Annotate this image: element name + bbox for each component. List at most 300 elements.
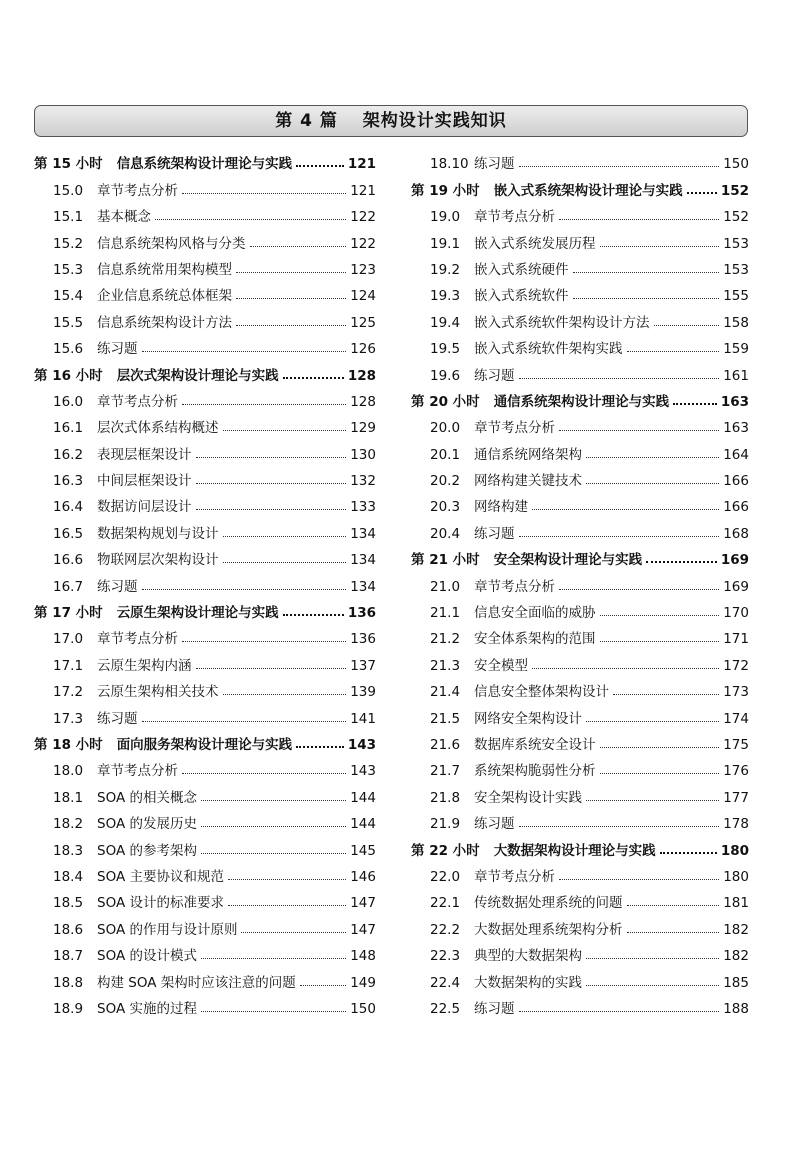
- toc-entry-page: 164: [723, 446, 749, 463]
- toc-entry-number: 15.6: [53, 341, 84, 358]
- toc-entry-number: 18.4: [53, 868, 84, 885]
- toc-entry-title: SOA 主要协议和规范: [97, 868, 224, 885]
- toc-section-entry[interactable]: [34, 991, 376, 1017]
- toc-entry-page: 163: [720, 393, 749, 410]
- toc-leader-dots: [196, 483, 347, 484]
- toc-leader-dots: [687, 192, 717, 194]
- toc-section-entry[interactable]: [411, 700, 749, 726]
- toc-section-entry[interactable]: [411, 331, 749, 357]
- toc-entry-number: 19.6: [430, 367, 461, 384]
- toc-leader-dots: [142, 589, 347, 590]
- toc-leader-dots: [296, 746, 344, 748]
- toc-entry-page: 166: [723, 499, 749, 516]
- toc-entry-page: 182: [723, 948, 749, 965]
- toc-section-entry[interactable]: [34, 674, 376, 700]
- toc-entry-page: 123: [350, 261, 376, 278]
- toc-entry-number: 17.2: [53, 684, 84, 701]
- toc-entry-number: 20.4: [430, 525, 461, 542]
- toc-entry-title: 练习题: [474, 367, 515, 384]
- toc-section-entry[interactable]: [34, 568, 376, 594]
- toc-entry-title: 章节考点分析: [474, 209, 555, 226]
- toc-section-entry[interactable]: [411, 991, 749, 1017]
- toc-entry-title: 章节考点分析: [97, 182, 178, 199]
- toc-entry-title: 通信系统网络架构: [474, 446, 582, 463]
- toc-leader-dots: [182, 404, 346, 405]
- toc-entry-title: 云原生架构内涵: [97, 657, 192, 674]
- toc-leader-dots: [155, 219, 346, 220]
- toc-section-entry[interactable]: [411, 911, 749, 937]
- toc-entry-number: 22.3: [430, 948, 461, 965]
- toc-section-entry[interactable]: [411, 252, 749, 278]
- toc-leader-dots: [646, 561, 717, 563]
- toc-entry-title: 系统架构脆弱性分析: [474, 763, 596, 780]
- toc-section-entry[interactable]: [411, 859, 749, 885]
- toc-entry-page: 136: [347, 605, 376, 622]
- toc-entry-page: 166: [723, 473, 749, 490]
- toc-entry-page: 136: [350, 631, 376, 648]
- toc-entry-number: 21.3: [430, 657, 461, 674]
- toc-leader-dots: [586, 958, 719, 959]
- toc-leader-dots: [654, 325, 720, 326]
- toc-entry-number: 21.1: [430, 605, 461, 622]
- toc-entry-page: 144: [350, 816, 376, 833]
- toc-entry-page: 134: [350, 525, 376, 542]
- toc-section-entry[interactable]: [411, 647, 749, 673]
- toc-entry-page: 185: [723, 974, 749, 991]
- toc-leader-dots: [196, 668, 347, 669]
- toc-entry-page: 143: [347, 736, 376, 753]
- toc-entry-title: 安全架构设计实践: [474, 789, 582, 806]
- toc-entry-page: 169: [723, 578, 749, 595]
- toc-entry-number: 18.6: [53, 921, 84, 938]
- toc-section-entry[interactable]: [34, 911, 376, 937]
- toc-entry-title: 练习题: [97, 341, 138, 358]
- toc-leader-dots: [586, 457, 719, 458]
- toc-entry-title: 层次式体系结构概述: [97, 420, 219, 437]
- toc-leader-dots: [600, 641, 720, 642]
- toc-entry-page: 175: [723, 736, 749, 753]
- toc-leader-dots: [519, 378, 720, 379]
- toc-entry-title: SOA 的作用与设计原则: [97, 921, 238, 938]
- toc-entry-page: 145: [350, 842, 376, 859]
- toc-entry-title: SOA 的相关概念: [97, 789, 197, 806]
- toc-chapter-entry[interactable]: [411, 384, 749, 410]
- toc-section-entry[interactable]: [411, 779, 749, 805]
- toc-entry-number: 19.5: [430, 341, 461, 358]
- toc-entry-number: 18.7: [53, 948, 84, 965]
- toc-section-entry[interactable]: [34, 463, 376, 489]
- toc-entry-page: 134: [350, 552, 376, 569]
- toc-entry-page: 150: [350, 1000, 376, 1017]
- toc-entry-title: 嵌入式系统架构设计理论与实践: [493, 182, 683, 199]
- toc-entry-number: 第 17 小时: [34, 605, 103, 622]
- toc-entry-page: 178: [723, 816, 749, 833]
- toc-section-entry[interactable]: [34, 278, 376, 304]
- toc-section-entry[interactable]: [34, 542, 376, 568]
- toc-entry-page: 152: [723, 209, 749, 226]
- toc-leader-dots: [236, 325, 346, 326]
- toc-entry-title: 云原生架构相关技术: [97, 684, 219, 701]
- toc-section-entry[interactable]: [34, 621, 376, 647]
- toc-entry-page: 130: [350, 446, 376, 463]
- toc-leader-dots: [559, 430, 719, 431]
- toc-chapter-entry[interactable]: [34, 727, 376, 753]
- toc-entry-page: 169: [720, 552, 749, 569]
- toc-entry-title: 嵌入式系统软件架构设计方法: [474, 314, 650, 331]
- toc-leader-dots: [532, 509, 719, 510]
- toc-entry-title: 章节考点分析: [97, 763, 178, 780]
- toc-chapter-entry[interactable]: [411, 542, 749, 568]
- toc-entry-title: 中间层框架设计: [97, 473, 192, 490]
- toc-entry-number: 21.5: [430, 710, 461, 727]
- toc-section-entry[interactable]: [34, 515, 376, 541]
- toc-section-entry[interactable]: [411, 727, 749, 753]
- toc-entry-page: 139: [350, 684, 376, 701]
- toc-entry-number: 16.4: [53, 499, 84, 516]
- toc-entry-title: SOA 的设计模式: [97, 948, 197, 965]
- toc-section-entry[interactable]: [34, 489, 376, 515]
- toc-leader-dots: [559, 589, 719, 590]
- toc-entry-title: 嵌入式系统软件架构实践: [474, 341, 623, 358]
- toc-entry-page: 161: [723, 367, 749, 384]
- toc-chapter-entry[interactable]: [34, 595, 376, 621]
- toc-entry-page: 122: [350, 209, 376, 226]
- toc-entry-title: 数据访问层设计: [97, 499, 192, 516]
- toc-leader-dots: [559, 219, 719, 220]
- toc-entry-page: 133: [350, 499, 376, 516]
- toc-entry-number: 15.4: [53, 288, 84, 305]
- toc-section-entry[interactable]: [34, 885, 376, 911]
- toc-leader-dots: [573, 272, 720, 273]
- toc-entry-number: 16.1: [53, 420, 84, 437]
- toc-leader-dots: [223, 536, 347, 537]
- toc-entry-page: 171: [723, 631, 749, 648]
- toc-section-entry[interactable]: [34, 331, 376, 357]
- toc-entry-number: 第 21 小时: [411, 552, 480, 569]
- toc-entry-number: 17.3: [53, 710, 84, 727]
- toc-entry-page: 147: [350, 921, 376, 938]
- toc-entry-number: 15.1: [53, 209, 84, 226]
- toc-entry-title: 企业信息系统总体框架: [97, 288, 232, 305]
- toc-leader-dots: [223, 562, 347, 563]
- toc-section-entry[interactable]: [411, 199, 749, 225]
- toc-entry-title: 数据库系统安全设计: [474, 736, 596, 753]
- toc-entry-number: 22.5: [430, 1000, 461, 1017]
- toc-leader-dots: [586, 800, 719, 801]
- toc-entry-page: 124: [350, 288, 376, 305]
- toc-entry-number: 19.0: [430, 209, 461, 226]
- toc-entry-number: 21.0: [430, 578, 461, 595]
- toc-section-entry[interactable]: [34, 304, 376, 330]
- toc-leader-dots: [559, 879, 719, 880]
- toc-entry-title: SOA 实施的过程: [97, 1000, 197, 1017]
- toc-entry-page: 148: [350, 948, 376, 965]
- toc-leader-dots: [236, 298, 346, 299]
- toc-leader-dots: [228, 905, 346, 906]
- toc-leader-dots: [519, 826, 720, 827]
- toc-section-entry[interactable]: [411, 146, 749, 172]
- toc-entry-page: 147: [350, 895, 376, 912]
- toc-leader-dots: [586, 483, 719, 484]
- toc-entry-page: 182: [723, 921, 749, 938]
- toc-entry-number: 17.0: [53, 631, 84, 648]
- toc-entry-title: 信息系统架构设计方法: [97, 314, 232, 331]
- toc-section-entry[interactable]: [411, 304, 749, 330]
- toc-entry-number: 18.9: [53, 1000, 84, 1017]
- toc-entry-number: 16.0: [53, 393, 84, 410]
- toc-entry-number: 第 18 小时: [34, 736, 103, 753]
- toc-leader-dots: [296, 165, 344, 167]
- toc-entry-number: 19.3: [430, 288, 461, 305]
- toc-section-entry[interactable]: [34, 779, 376, 805]
- toc-entry-number: 18.10: [430, 156, 469, 173]
- toc-entry-title: 练习题: [474, 1000, 515, 1017]
- toc-entry-number: 15.0: [53, 182, 84, 199]
- toc-section-entry[interactable]: [411, 436, 749, 462]
- toc-entry-title: 章节考点分析: [97, 393, 178, 410]
- toc-entry-number: 16.3: [53, 473, 84, 490]
- toc-entry-page: 177: [723, 789, 749, 806]
- toc-entry-title: 网络构建: [474, 499, 528, 516]
- toc-left-column: [34, 146, 376, 1017]
- toc-entry-number: 16.7: [53, 578, 84, 595]
- toc-entry-page: 122: [350, 235, 376, 252]
- toc-entry-title: 传统数据处理系统的问题: [474, 895, 623, 912]
- toc-section-entry[interactable]: [411, 515, 749, 541]
- toc-entry-number: 15.2: [53, 235, 84, 252]
- toc-section-entry[interactable]: [411, 938, 749, 964]
- toc-right-column: [411, 146, 749, 1017]
- toc-section-entry[interactable]: [411, 278, 749, 304]
- toc-section-entry[interactable]: [34, 964, 376, 990]
- toc-entry-number: 20.1: [430, 446, 461, 463]
- toc-entry-page: 153: [723, 235, 749, 252]
- toc-section-entry[interactable]: [34, 753, 376, 779]
- toc-section-entry[interactable]: [34, 252, 376, 278]
- toc-leader-dots: [283, 614, 344, 616]
- toc-entry-title: 安全模型: [474, 657, 528, 674]
- toc-entry-page: 155: [723, 288, 749, 305]
- toc-entry-number: 第 15 小时: [34, 156, 103, 173]
- toc-entry-page: 126: [350, 341, 376, 358]
- toc-entry-title: 练习题: [474, 156, 515, 173]
- toc-entry-number: 18.3: [53, 842, 84, 859]
- toc-section-entry[interactable]: [34, 436, 376, 462]
- toc-leader-dots: [600, 615, 720, 616]
- toc-section-entry[interactable]: [34, 410, 376, 436]
- toc-section-entry[interactable]: [34, 199, 376, 225]
- toc-leader-dots: [196, 509, 347, 510]
- toc-entry-page: 129: [350, 420, 376, 437]
- toc-section-entry[interactable]: [34, 859, 376, 885]
- toc-leader-dots: [223, 694, 347, 695]
- toc-entry-page: 149: [350, 974, 376, 991]
- toc-entry-number: 22.4: [430, 974, 461, 991]
- toc-entry-number: 22.2: [430, 921, 461, 938]
- toc-entry-number: 15.5: [53, 314, 84, 331]
- toc-entry-title: 章节考点分析: [97, 631, 178, 648]
- toc-entry-number: 17.1: [53, 657, 84, 674]
- toc-entry-title: 练习题: [97, 710, 138, 727]
- toc-leader-dots: [573, 298, 720, 299]
- toc-entry-page: 163: [723, 420, 749, 437]
- toc-entry-number: 18.1: [53, 789, 84, 806]
- toc-leader-dots: [201, 800, 346, 801]
- toc-entry-title: SOA 的参考架构: [97, 842, 197, 859]
- toc-section-entry[interactable]: [34, 806, 376, 832]
- toc-section-entry[interactable]: [34, 225, 376, 251]
- toc-section-entry[interactable]: [411, 357, 749, 383]
- toc-entry-page: 146: [350, 868, 376, 885]
- toc-entry-number: 20.2: [430, 473, 461, 490]
- toc-entry-page: 188: [723, 1000, 749, 1017]
- toc-section-entry[interactable]: [34, 647, 376, 673]
- toc-entry-page: 134: [350, 578, 376, 595]
- toc-leader-dots: [142, 721, 347, 722]
- toc-entry-title: 练习题: [97, 578, 138, 595]
- toc-leader-dots: [600, 747, 720, 748]
- toc-entry-page: 180: [723, 868, 749, 885]
- toc-entry-title: 信息系统架构风格与分类: [97, 235, 246, 252]
- toc-entry-number: 21.7: [430, 763, 461, 780]
- toc-leader-dots: [228, 879, 346, 880]
- toc-leader-dots: [627, 351, 720, 352]
- toc-entry-title: SOA 设计的标准要求: [97, 895, 224, 912]
- toc-leader-dots: [182, 193, 346, 194]
- toc-section-entry[interactable]: [34, 384, 376, 410]
- toc-entry-title: 信息系统常用架构模型: [97, 261, 232, 278]
- toc-section-entry[interactable]: [411, 964, 749, 990]
- toc-section-entry[interactable]: [411, 410, 749, 436]
- toc-entry-page: 152: [720, 182, 749, 199]
- toc-section-entry[interactable]: [411, 595, 749, 621]
- toc-entry-page: 181: [723, 895, 749, 912]
- toc-section-entry[interactable]: [411, 621, 749, 647]
- toc-leader-dots: [613, 694, 719, 695]
- toc-entry-page: 153: [723, 261, 749, 278]
- toc-entry-title: 练习题: [474, 816, 515, 833]
- toc-entry-title: 信息系统架构设计理论与实践: [116, 156, 293, 173]
- toc-section-entry[interactable]: [34, 700, 376, 726]
- toc-entry-number: 21.8: [430, 789, 461, 806]
- toc-entry-number: 20.3: [430, 499, 461, 516]
- toc-leader-dots: [519, 166, 720, 167]
- toc-entry-page: 144: [350, 789, 376, 806]
- toc-section-entry[interactable]: [411, 463, 749, 489]
- toc-section-entry[interactable]: [34, 938, 376, 964]
- toc-chapter-entry[interactable]: [411, 172, 749, 198]
- toc-entry-number: 18.0: [53, 763, 84, 780]
- toc-entry-title: 网络构建关键技术: [474, 473, 582, 490]
- toc-entry-title: 嵌入式系统发展历程: [474, 235, 596, 252]
- toc-entry-title: 章节考点分析: [474, 868, 555, 885]
- toc-section-entry[interactable]: [411, 225, 749, 251]
- toc-entry-title: 大数据处理系统架构分析: [474, 921, 623, 938]
- toc-entry-number: 第 20 小时: [411, 393, 480, 410]
- toc-entry-title: 练习题: [474, 525, 515, 542]
- toc-entry-title: 嵌入式系统硬件: [474, 261, 569, 278]
- toc-entry-title: 安全架构设计理论与实践: [493, 552, 643, 569]
- toc-entry-number: 16.6: [53, 552, 84, 569]
- toc-entry-number: 16.5: [53, 525, 84, 542]
- toc-entry-number: 18.5: [53, 895, 84, 912]
- toc-entry-number: 21.4: [430, 684, 461, 701]
- toc-leader-dots: [627, 905, 720, 906]
- toc-chapter-entry[interactable]: [34, 146, 376, 172]
- toc-chapter-entry[interactable]: [34, 357, 376, 383]
- toc-entry-number: 第 19 小时: [411, 182, 480, 199]
- toc-leader-dots: [600, 773, 720, 774]
- toc-leader-dots: [519, 1011, 720, 1012]
- toc-entry-number: 第 16 小时: [34, 367, 103, 384]
- toc-entry-number: 18.2: [53, 816, 84, 833]
- toc-section-entry[interactable]: [34, 172, 376, 198]
- toc-entry-number: 21.2: [430, 631, 461, 648]
- toc-entry-title: 网络安全架构设计: [474, 710, 582, 727]
- toc-entry-title: 典型的大数据架构: [474, 948, 582, 965]
- toc-entry-page: 172: [723, 657, 749, 674]
- toc-entry-title: 面向服务架构设计理论与实践: [116, 736, 293, 753]
- toc-entry-title: 信息安全面临的威胁: [474, 605, 596, 622]
- toc-entry-page: 158: [723, 314, 749, 331]
- part-header: 第 4 篇 架构设计实践知识: [34, 105, 748, 137]
- toc-leader-dots: [673, 403, 717, 405]
- toc-entry-title: 基本概念: [97, 209, 151, 226]
- toc-leader-dots: [283, 377, 344, 379]
- toc-section-entry[interactable]: [411, 806, 749, 832]
- toc-entry-title: 层次式架构设计理论与实践: [116, 367, 279, 384]
- toc-entry-title: 嵌入式系统软件: [474, 288, 569, 305]
- toc-section-entry[interactable]: [411, 885, 749, 911]
- toc-entry-title: 大数据架构的实践: [474, 974, 582, 991]
- toc-leader-dots: [519, 536, 720, 537]
- toc-entry-page: 143: [350, 763, 376, 780]
- toc-section-entry[interactable]: [34, 832, 376, 858]
- toc-leader-dots: [182, 773, 346, 774]
- toc-section-entry[interactable]: [411, 753, 749, 779]
- toc-entry-title: 大数据架构设计理论与实践: [493, 842, 656, 859]
- toc-entry-number: 16.2: [53, 446, 84, 463]
- toc-entry-title: 物联网层次架构设计: [97, 552, 219, 569]
- toc-entry-number: 18.8: [53, 974, 84, 991]
- toc-chapter-entry[interactable]: [411, 832, 749, 858]
- toc-section-entry[interactable]: [411, 489, 749, 515]
- toc-leader-dots: [196, 457, 347, 458]
- toc-entry-page: 173: [723, 684, 749, 701]
- toc-entry-title: 通信系统架构设计理论与实践: [493, 393, 670, 410]
- toc-entry-number: 第 22 小时: [411, 842, 480, 859]
- toc-entry-number: 20.0: [430, 420, 461, 437]
- toc-leader-dots: [586, 721, 719, 722]
- toc-entry-number: 19.1: [430, 235, 461, 252]
- toc-leader-dots: [201, 958, 346, 959]
- toc-entry-page: 159: [723, 341, 749, 358]
- toc-leader-dots: [241, 932, 346, 933]
- toc-entry-page: 125: [350, 314, 376, 331]
- toc-entry-number: 19.2: [430, 261, 461, 278]
- toc-leader-dots: [223, 430, 347, 431]
- toc-entry-page: 170: [723, 605, 749, 622]
- toc-leader-dots: [142, 351, 347, 352]
- toc-entry-page: 128: [350, 393, 376, 410]
- toc-leader-dots: [182, 641, 346, 642]
- toc-section-entry[interactable]: [411, 568, 749, 594]
- toc-entry-title: 章节考点分析: [474, 420, 555, 437]
- toc-leader-dots: [627, 932, 720, 933]
- toc-entry-page: 150: [723, 156, 749, 173]
- toc-section-entry[interactable]: [411, 674, 749, 700]
- toc-entry-title: 构建 SOA 架构时应该注意的问题: [97, 974, 296, 991]
